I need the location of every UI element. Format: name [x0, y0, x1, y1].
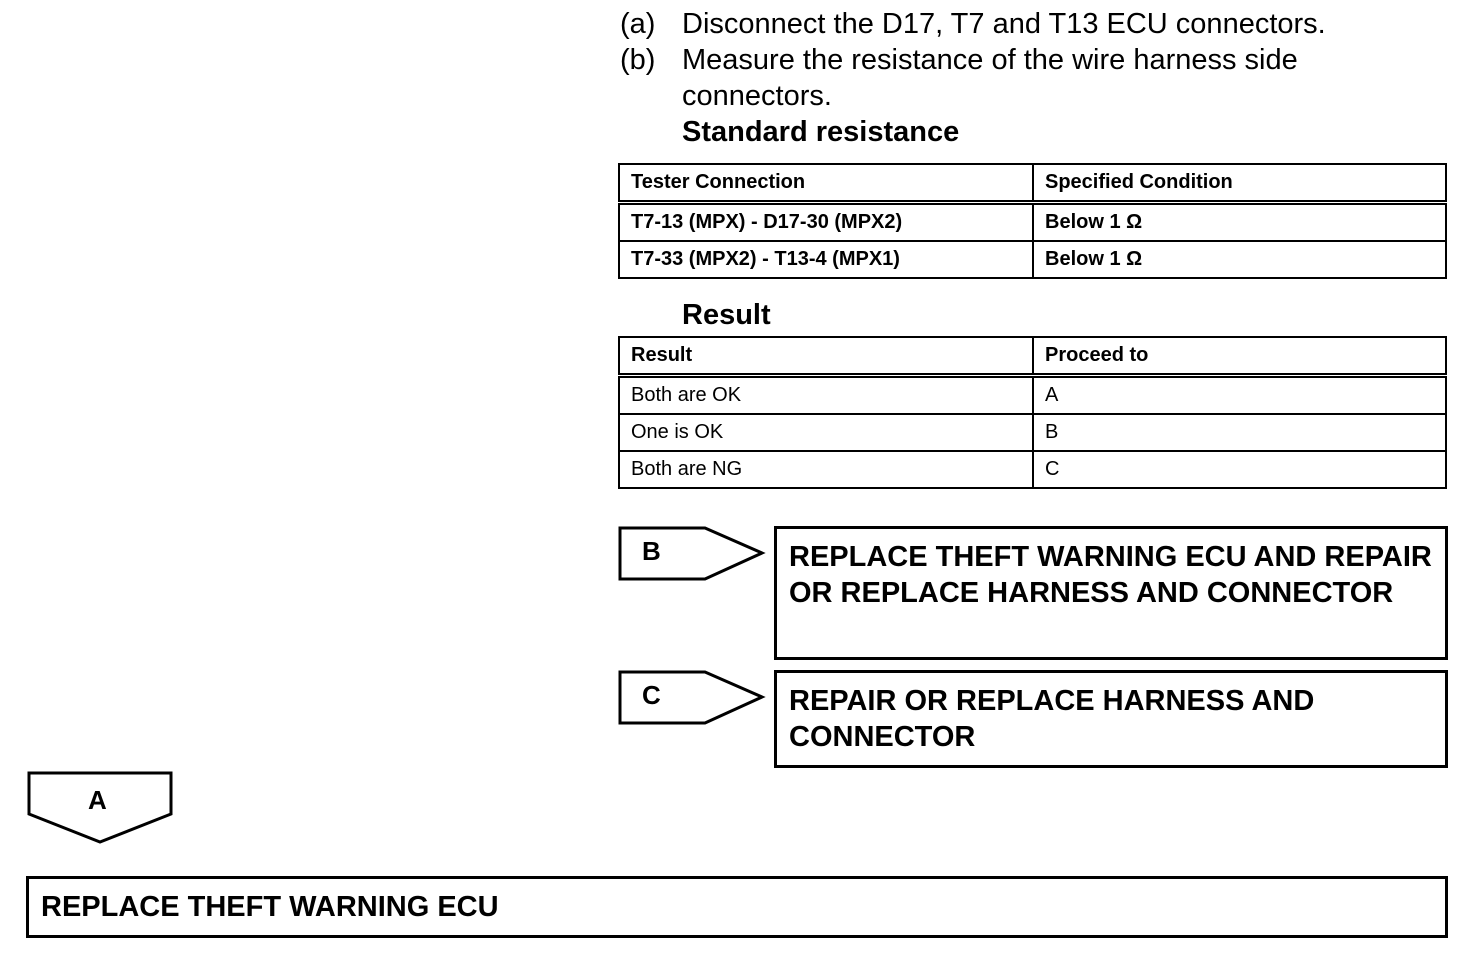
step-b-text: Measure the resistance of the wire harness side connectors. — [682, 44, 1298, 112]
result-cell: One is OK — [619, 414, 1033, 451]
result-table — [618, 336, 1447, 489]
step-a-text: Disconnect the D17, T7 and T13 ECU connectors. — [682, 8, 1326, 40]
branch-b-label: B — [642, 536, 661, 566]
tester-connection-cell: T7-33 (MPX2) - T13-4 (MPX1) — [619, 241, 1033, 278]
table-row — [619, 414, 1446, 451]
header-result: Result — [619, 337, 1033, 376]
table-row — [619, 241, 1446, 278]
branch-c-action-text: REPAIR OR REPLACE HARNESS AND CONNECTOR — [789, 685, 1315, 753]
table-row — [619, 376, 1446, 415]
branch-b-action-text: REPLACE THEFT WARNING ECU AND REPAIR OR REPLACE HARNESS AND CONNECTOR — [789, 541, 1432, 609]
branch-a-label: A — [88, 785, 107, 815]
table-header-row — [619, 337, 1446, 376]
header-specified-condition: Specified Condition — [1033, 164, 1446, 203]
step-a-letter: (a) — [620, 8, 656, 40]
proceed-to-cell: B — [1033, 414, 1446, 451]
step-b-letter: (b) — [620, 44, 656, 76]
header-tester-connection: Tester Connection — [619, 164, 1033, 203]
specified-condition-cell: Below 1 Ω — [1033, 241, 1446, 278]
proceed-to-cell: A — [1033, 376, 1446, 415]
branch-a-action-text: REPLACE THEFT WARNING ECU — [41, 891, 499, 923]
standard-resistance-title: Standard resistance — [682, 116, 960, 148]
result-cell: Both are NG — [619, 451, 1033, 488]
branch-a-action-box — [26, 876, 1448, 938]
branch-b-arrow-icon — [617, 525, 767, 585]
branch-c-action-box — [774, 670, 1448, 768]
table-header-row — [619, 164, 1446, 203]
branch-c-label: C — [642, 680, 661, 710]
branch-b-action-box — [774, 526, 1448, 660]
header-proceed-to: Proceed to — [1033, 337, 1446, 376]
proceed-to-cell: C — [1033, 451, 1446, 488]
standard-resistance-table — [618, 163, 1447, 279]
result-cell: Both are OK — [619, 376, 1033, 415]
table-row — [619, 451, 1446, 488]
branch-c-arrow-icon — [617, 669, 767, 729]
tester-connection-cell: T7-13 (MPX) - D17-30 (MPX2) — [619, 203, 1033, 242]
table-row — [619, 203, 1446, 242]
specified-condition-cell: Below 1 Ω — [1033, 203, 1446, 242]
result-title: Result — [682, 299, 771, 331]
